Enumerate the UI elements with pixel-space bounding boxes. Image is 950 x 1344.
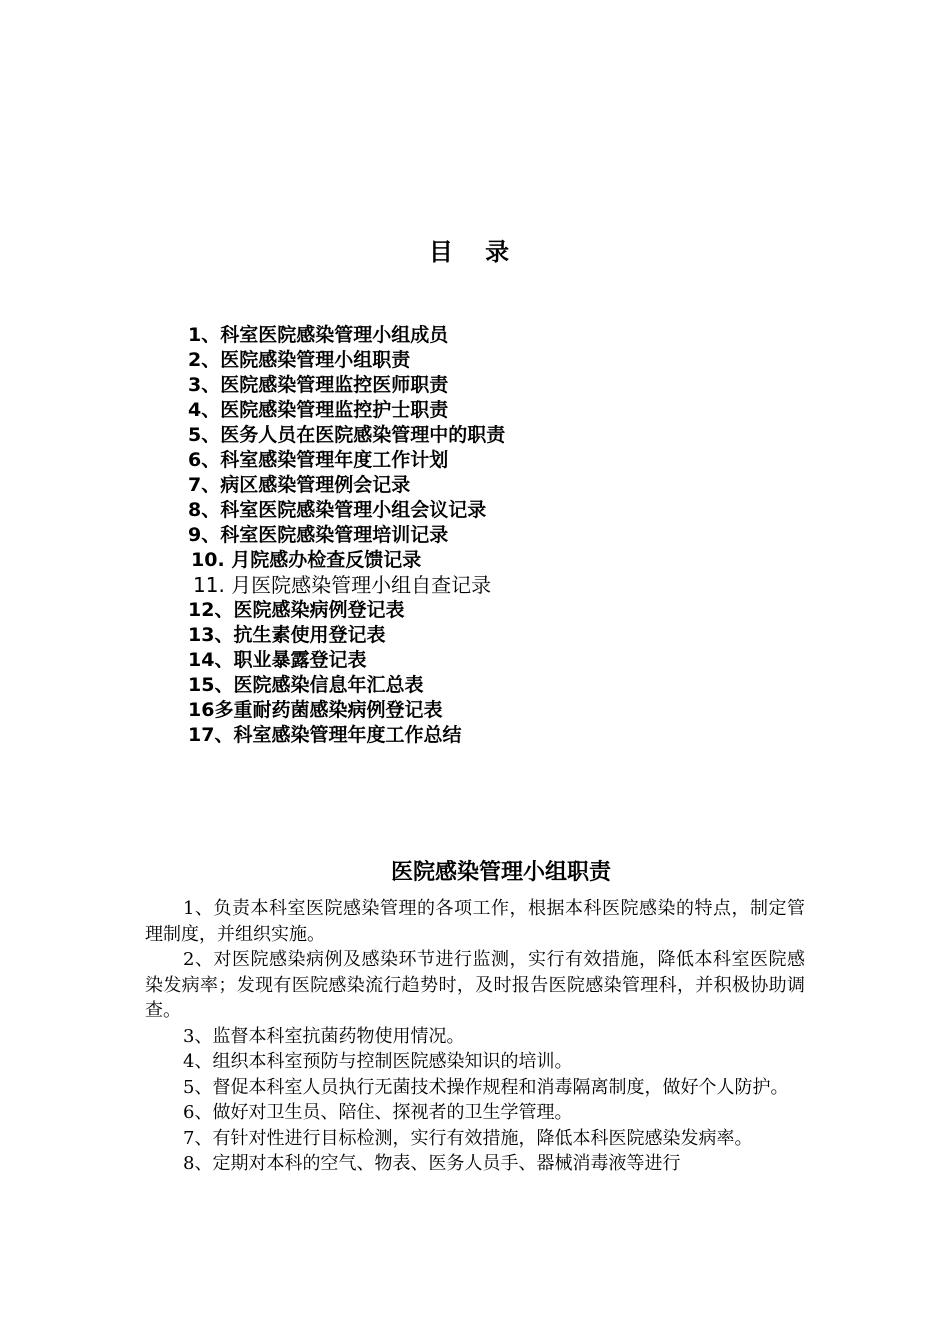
toc-item: 16多重耐药菌感染病例登记表 bbox=[188, 699, 443, 721]
toc-item: 4、医院感染管理监控护士职责 bbox=[188, 399, 449, 421]
section-title: 医院感染管理小组职责 bbox=[390, 860, 611, 885]
toc-item: 8、科室医院感染管理小组会议记录 bbox=[188, 499, 487, 521]
toc-item: 9、科室医院感染管理培训记录 bbox=[188, 524, 449, 546]
paragraph: 6、做好对卫生员、陪住、探视者的卫生学管理。 bbox=[183, 1102, 573, 1123]
toc-item: 15、医院感染信息年汇总表 bbox=[188, 674, 424, 696]
toc-item: 2、医院感染管理小组职责 bbox=[188, 349, 411, 371]
paragraph: 5、督促本科室人员执行无菌技术操作规程和消毒隔离制度，做好个人防护。 bbox=[183, 1076, 789, 1098]
toc-item: 6、科室感染管理年度工作计划 bbox=[188, 449, 449, 471]
toc-item: 11. 月医院感染管理小组自查记录 bbox=[193, 573, 492, 597]
paragraph: 2、对医院感染病例及感染环节进行监测，实行有效措施，降低本科室医院感染发病率；发现有医院感染流行趋势时，及时报告医院感染管理科，并积极协助调查。 bbox=[145, 949, 805, 1021]
toc-list bbox=[188, 323, 505, 748]
toc-item: 14、职业暴露登记表 bbox=[188, 649, 367, 671]
toc-item: 7、病区感染管理例会记录 bbox=[188, 474, 411, 496]
toc-item: 3、医院感染管理监控医师职责 bbox=[188, 374, 449, 396]
toc-item: 17、科室感染管理年度工作总结 bbox=[188, 724, 462, 746]
toc-item: 1、科室医院感染管理小组成员 bbox=[188, 324, 449, 346]
section-body bbox=[145, 896, 805, 1177]
paragraph: 1、负责本科室医院感染管理的各项工作，根据本科医院感染的特点，制定管理制度，并组织实施。 bbox=[145, 898, 805, 945]
toc-title: 目 录 bbox=[428, 238, 522, 266]
toc-item: 10. 月院感办检查反馈记录 bbox=[191, 549, 422, 571]
toc-item: 13、抗生素使用登记表 bbox=[188, 624, 386, 646]
paragraph: 8、定期对本科的空气、物表、医务人员手、器械消毒液等进行 bbox=[183, 1153, 681, 1174]
toc-item: 5、医务人员在医院感染管理中的职责 bbox=[188, 424, 506, 446]
paragraph: 7、有针对性进行目标检测，实行有效措施，降低本科医院感染发病率。 bbox=[183, 1127, 753, 1149]
toc-item: 12、医院感染病例登记表 bbox=[188, 599, 405, 621]
paragraph: 3、监督本科室抗菌药物使用情况。 bbox=[183, 1025, 465, 1047]
paragraph: 4、组织本科室预防与控制医院感染知识的培训。 bbox=[183, 1051, 573, 1072]
